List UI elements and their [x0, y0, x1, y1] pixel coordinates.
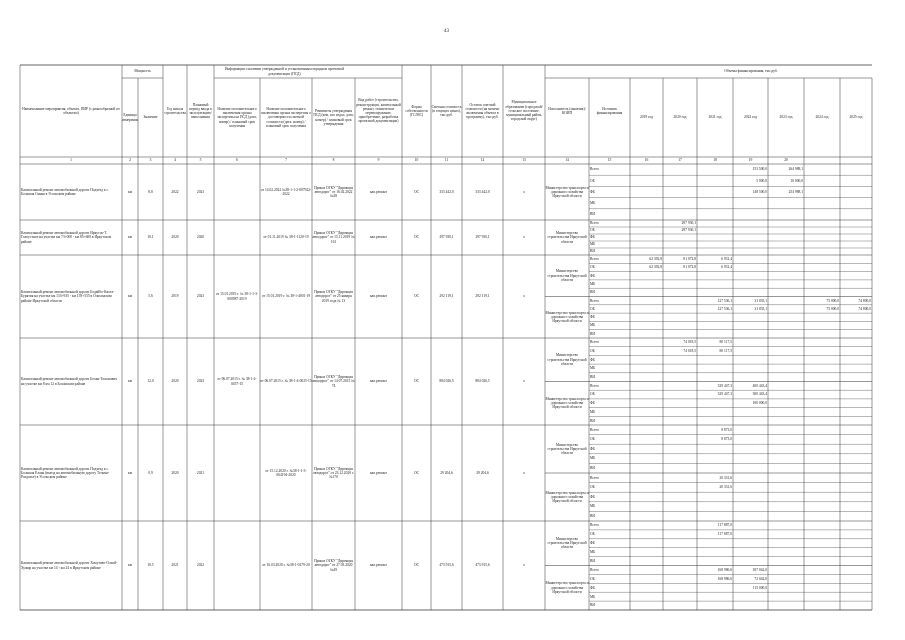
header-year: 2019 год: [640, 115, 653, 120]
row-approval: Приказ ОГКУ "Дирекция автодорог" от 23.12.2020 г. №170: [313, 466, 354, 480]
financing-source: ВИ: [590, 331, 595, 336]
financing-amount: 31 035,1: [754, 306, 767, 311]
financing-source: ВИ: [590, 558, 595, 563]
row-approval: Приказ ОГКУ "Дирекция автодорог" от 14.07.2015 № 74: [312, 375, 355, 388]
row-property: ОС: [413, 379, 420, 384]
row-work-type: кап.ремонт: [369, 235, 388, 240]
financing-source: МБ: [590, 409, 596, 414]
financing-amount: 6 931,4: [721, 265, 732, 270]
financing-amount: 74 800,0: [858, 298, 871, 303]
header-munic: Муниципальное образование (городской/сельское поселение, муниципальный район, городской округ): [505, 100, 543, 122]
header-docs: Информация о наличии утвержденной и установленным порядком проектной документации (ПСД): [224, 67, 345, 76]
column-number: 11: [444, 158, 449, 163]
financing-source: МБ: [590, 242, 596, 247]
header-power: Мощность: [134, 69, 151, 74]
row-value: 10,5: [147, 563, 154, 568]
header-year: 2020 год: [673, 115, 687, 120]
header-unit: Единица измерения: [122, 113, 138, 122]
row-unit: км: [127, 189, 133, 194]
row-reliability: от 14.02.2022 №38-1-1-2-007922-2022: [260, 187, 312, 196]
header-approve: Реквизиты утверждения ПСД (кем, кто издал, дата, номер) / плановый срок утверждения: [313, 109, 354, 126]
row-expert: [214, 220, 260, 255]
row-value: 8,8: [148, 189, 153, 194]
row-cost: 884 026,5: [439, 379, 454, 384]
financing-amount: 10 000,0: [790, 178, 803, 183]
row-remain: 297 930,1: [475, 235, 490, 240]
financing-source: ОБ: [590, 348, 595, 353]
financing-source: ФБ: [590, 541, 595, 546]
row-year-start: 2022: [171, 189, 179, 194]
column-number: 20: [784, 158, 788, 163]
row-reliability: от 01.11.2019 № 38-1-1120-19: [263, 235, 309, 240]
row-expert: [214, 521, 260, 610]
financing-amount: 168 986,6: [717, 567, 732, 572]
header-year-end: Плановый период ввода в эксплуатацию/ выполнения: [189, 102, 212, 120]
financing-amount: 300 443,4: [752, 392, 767, 397]
row-unit: км: [127, 294, 133, 299]
column-number: 16: [644, 158, 649, 163]
row-unit: км: [127, 379, 133, 384]
row-year-start: 2020: [171, 470, 179, 475]
financing-amount: 6 931,4: [721, 257, 732, 262]
row-remain: 473 915,6: [475, 563, 490, 568]
financing-source: Всего: [590, 340, 599, 345]
financing-amount: 187 042,0: [752, 567, 767, 572]
header-financing: Объемы финансирования, тыс.руб.: [724, 69, 778, 74]
row-approval: Приказ ОГКУ "Дирекция автодорог" от 15.11.2019 № 161: [312, 231, 355, 244]
row-year-end: 2023: [196, 189, 205, 194]
column-number: 2: [129, 158, 131, 163]
header-year-start: Год начала строительства: [164, 106, 186, 115]
row-name: Капитальный ремонт автомобильной дороги Иркутск-Т. Голоустное на участке км 73+000 - км 85+600 в Иркутском районе: [21, 231, 112, 244]
column-number: 5: [199, 158, 202, 163]
row-name: Капитальный ремонт автомобильной дороги Хомутово-Олхой-Хужир на участке км 14 - км 24 в Иркутском районе: [21, 561, 118, 570]
row-year-end: 2022: [196, 563, 205, 568]
row-expert: [214, 164, 260, 220]
financing-source: ОБ: [590, 228, 595, 233]
row-property: ОС: [413, 235, 420, 240]
row-work-type: кап.ремонт: [369, 470, 388, 475]
header-source: Источник финансирования: [596, 106, 623, 115]
financing-source: ФБ: [590, 585, 595, 590]
financing-source: МБ: [590, 366, 596, 371]
financing-amount: 254 988,1: [788, 189, 803, 194]
row-municipality: х: [523, 379, 525, 384]
financing-source: ОБ: [590, 178, 595, 183]
financing-source: Всего: [590, 523, 599, 528]
financing-amount: 62 392,8: [649, 257, 662, 262]
column-number: 3: [149, 158, 152, 163]
financing-source: Всего: [590, 257, 599, 262]
column-number: 14: [565, 158, 569, 163]
financing-source: ОБ: [590, 437, 595, 442]
header-expert: Наличие положительного заключения органа экспертизы на ПСД (дата, номер) / плановый срок получения: [217, 106, 257, 128]
row-year-start: 2020: [171, 235, 179, 240]
financing-source: ОБ: [590, 576, 595, 581]
financing-amount: 168 986,6: [717, 576, 732, 581]
header-year: 2024 год: [815, 115, 829, 120]
row-property: ОС: [413, 189, 420, 194]
financing-amount: 20 331,6: [719, 485, 732, 490]
row-expert: [214, 425, 260, 521]
row-name: Капитальный ремонт автомобильной дороги Бодайбо-Кяхта-Бурятия на участке км 133+935 - км 139+535 в Ольхонском районе Иркутской области: [21, 290, 115, 303]
financing-amount: 75 000,0: [826, 298, 839, 303]
row-cost: 29 204,6: [440, 470, 453, 475]
financing-source: Всего: [590, 427, 599, 432]
column-number: 8: [332, 158, 335, 163]
row-executor: Министерство строительства Иркутской области: [547, 269, 587, 282]
financing-source: ВИ: [590, 418, 595, 423]
financing-amount: 127 536,1: [717, 298, 732, 303]
row-remain: 29 204,6: [476, 470, 489, 475]
financing-source: Всего: [590, 167, 599, 172]
row-work-type: кап.ремонт: [369, 379, 388, 384]
row-name: Капитальный ремонт автомобильной дороги Бохан-Тихонович на участке км 8 км 12 в Боханском районе: [21, 377, 118, 386]
financing-source: ОБ: [590, 485, 595, 490]
row-cost: 473 915,6: [439, 563, 454, 568]
row-remain: 884 026,5: [475, 379, 490, 384]
column-number: 12: [480, 158, 485, 163]
financing-source: МБ: [590, 504, 596, 509]
financing-amount: 80 117,5: [719, 348, 732, 353]
financing-amount: 127 536,1: [717, 306, 732, 311]
financing-source: ФБ: [590, 273, 595, 278]
row-year-end: 2023: [196, 379, 205, 384]
row-work-type: кап.ремонт: [369, 563, 388, 568]
row-executor: Министерство транспорта и дорожного хозяйства Иркутской области: [545, 396, 589, 410]
financing-source: ВИ: [590, 249, 595, 254]
row-value: 10,1: [147, 235, 154, 240]
row-name: Капитальный ремонт автомобильной дороги Подъезд к с. Большая Синяя в Усольском районе: [21, 187, 110, 196]
header-reliab: Наличие положительного заключения органа экспертизы о достоверности сметной стоимости (дата, номер) / плановый срок получения: [260, 106, 312, 128]
row-municipality: х: [523, 235, 525, 240]
financing-source: ВИ: [590, 212, 595, 217]
column-number: 13: [522, 158, 526, 163]
financing-source: ФБ: [590, 494, 595, 499]
financing-amount: 297 930,1: [681, 221, 696, 226]
row-reliability: от 06.07.2015 г. № 38-1-4-0025-15: [260, 379, 312, 384]
header-remain: Остаток сметной стоимости (на момент включения объекта в программу), тыс.руб.: [465, 102, 500, 120]
row-cost: 333 442,0: [439, 189, 454, 194]
financing-source: ФБ: [590, 446, 595, 451]
row-cost: 292 119,1: [439, 294, 454, 299]
row-reliability: от 16.03.2020 г. №38-1-0279-20: [262, 563, 310, 568]
column-number: 19: [748, 158, 753, 163]
financing-source: ВИ: [590, 375, 595, 380]
row-work-type: кап.ремонт: [369, 294, 388, 299]
row-year-start: 2019: [171, 294, 179, 299]
column-number: 1: [70, 158, 72, 163]
header-name: Наименование мероприятия, объекта, ПИР (с разнообразной по объектам): [22, 106, 120, 115]
financing-source: ФБ: [590, 235, 595, 240]
column-number: 7: [285, 158, 287, 163]
header-year: 2021 год: [708, 115, 722, 120]
row-municipality: х: [523, 294, 525, 299]
column-number: 17: [678, 158, 682, 163]
row-unit: км: [127, 563, 133, 568]
row-remain: 292 119,1: [475, 294, 490, 299]
row-executor: Министерство транспорта и дорожного хозяйства Иркутской области: [545, 185, 589, 199]
financing-amount: 81 072,8: [683, 265, 696, 270]
financing-amount: 117 887,0: [717, 532, 732, 537]
header-executor: Исполнитель (заказчик)/ КОИП: [548, 106, 586, 115]
row-year-end: 2023: [196, 294, 205, 299]
financing-source: ВИ: [590, 466, 595, 471]
row-remain: 333 442,0: [475, 189, 490, 194]
row-cost: 297 930,1: [439, 235, 454, 240]
row-unit: км: [127, 470, 133, 475]
financing-source: Всего: [590, 221, 599, 226]
financing-source: МБ: [590, 323, 596, 328]
financing-source: Всего: [590, 298, 599, 303]
financing-source: ВИ: [590, 514, 595, 519]
financing-amount: 400 443,4: [752, 383, 767, 388]
row-year-start: 2020: [171, 379, 179, 384]
row-work-type: кап.ремонт: [369, 189, 388, 194]
row-name: Капитальный ремонт автомобильной дороги Подъезд к с. Большая Елань (выезд на автомобильную дорогу Тельма-Раздолье) в Усольском районе: [21, 466, 110, 480]
row-year-start: 2021: [171, 563, 179, 568]
row-municipality: х: [523, 563, 525, 568]
row-approval: Приказ ОГКУ "Дирекция автодорог" от 27.03.2020 №49: [314, 559, 353, 572]
financing-source: ОБ: [590, 392, 595, 397]
financing-amount: 148 500,0: [752, 189, 767, 194]
financing-amount: 80 117,5: [719, 340, 732, 345]
financing-source: ФБ: [590, 189, 595, 194]
financing-amount: 75 000,0: [826, 306, 839, 311]
financing-source: Всего: [590, 383, 599, 388]
row-unit: км: [127, 235, 133, 240]
header-year: 2025 год: [849, 115, 863, 120]
row-year-end: 2020: [196, 235, 205, 240]
column-number: 15: [607, 158, 612, 163]
row-value: 12,0: [147, 379, 154, 384]
row-municipality: х: [523, 189, 525, 194]
row-reliability: от 15.01.2019 г. № 38-1-4001-19: [261, 294, 311, 299]
row-year-end: 2021: [196, 470, 205, 475]
row-approval: Приказ ОГКУ "Дирекция автодорог" от 16.02.2022 №38: [314, 185, 353, 199]
row-reliability: от 15.12.2020 г. №38-1-1-3-064194-2020: [265, 468, 307, 477]
column-number: 4: [174, 158, 176, 163]
column-number: 10: [414, 158, 419, 163]
row-executor: Министерство строительства Иркутской области: [547, 353, 587, 366]
financing-source: ВИ: [590, 290, 595, 295]
financing-amount: 8 873,0: [721, 437, 732, 442]
financing-source: МБ: [590, 594, 596, 599]
row-property: ОС: [413, 563, 420, 568]
financing-source: МБ: [590, 281, 596, 286]
financing-amount: 297 930,1: [681, 228, 696, 233]
financing-amount: 81 072,8: [683, 257, 696, 262]
row-executor: Министерство строительства Иркутской области: [547, 442, 587, 456]
financing-amount: 100 000,0: [752, 401, 767, 406]
financing-source: ОБ: [590, 265, 595, 270]
financing-source: Всего: [590, 567, 599, 572]
financing-amount: 8 873,0: [721, 427, 732, 432]
row-executor: Министерство строительства Иркутской области: [547, 536, 587, 550]
financing-amount: 74 800,0: [858, 306, 871, 311]
financing-amount: 31 035,1: [754, 298, 767, 303]
row-property: ОС: [413, 470, 420, 475]
financing-amount: 62 392,8: [649, 265, 662, 270]
row-value: 0,9: [148, 470, 153, 475]
column-number: 18: [713, 158, 717, 163]
column-number: 9: [377, 158, 380, 163]
financing-source: МБ: [590, 201, 596, 206]
financing-source: ФБ: [590, 401, 595, 406]
financing-amount: 5 000,0: [756, 178, 767, 183]
financing-amount: 20 331,6: [719, 475, 732, 480]
financing-source: Всего: [590, 475, 599, 480]
financing-source: ОБ: [590, 306, 595, 311]
header-prop: Форма собственности (ГС/МС): [405, 104, 428, 118]
header-year: 2022 год: [744, 115, 757, 120]
financing-source: ФБ: [590, 315, 595, 320]
financing-source: ФБ: [590, 357, 595, 362]
header-year: 2023 год: [779, 115, 793, 120]
row-value: 5,6: [148, 294, 153, 299]
financing-source: ОБ: [590, 532, 595, 537]
financing-source: МБ: [590, 456, 596, 461]
column-number: 6: [236, 158, 238, 163]
row-approval: Приказ ОГКУ "Дирекция автодорог" от 25 января 2019 года № 13: [314, 290, 353, 303]
financing-amount: 74 018,5: [683, 340, 696, 345]
row-expert: от 06.07.2015 г. № 38-1-4-0457-15: [217, 377, 257, 386]
row-expert: от 15.01.2019 г. № 38-1-1-3-000987-2019: [215, 292, 259, 301]
financing-source: МБ: [590, 550, 596, 555]
financing-source: ВИ: [590, 603, 595, 608]
header-value: Значение: [143, 115, 158, 120]
row-executor: Министерство строительства Иркутской области: [547, 231, 587, 244]
financing-amount: 117 887,0: [717, 523, 732, 528]
financing-amount: 115 000,0: [752, 585, 767, 590]
financing-amount: 74 018,5: [683, 348, 696, 353]
page-number: 43: [444, 29, 449, 34]
row-municipality: х: [523, 470, 525, 475]
financing-amount: 264 988,1: [788, 167, 803, 172]
financing-amount: 72 042,0: [754, 576, 767, 581]
financing-amount: 329 447,3: [717, 392, 732, 397]
row-executor: Министерство транспорта и дорожного хозяйства Иркутской области: [545, 581, 589, 594]
header-cost: Сметная стоимость (в текущих ценах), тыс.руб.: [431, 104, 462, 118]
row-executor: Министерство транспорта и дорожного хозяйства Иркутской области: [545, 490, 589, 504]
financing-amount: 153 500,0: [752, 167, 767, 172]
financing-amount: 329 447,3: [717, 383, 732, 388]
row-executor: Министерство транспорта и дорожного хозяйства Иркутской области: [545, 310, 589, 324]
row-property: ОС: [413, 294, 420, 299]
header-work: Вид работ (строительство, реконструкция, капитальный ремонт, техническое перевооружение, приобретение, разработка проектной документации): [356, 98, 401, 124]
